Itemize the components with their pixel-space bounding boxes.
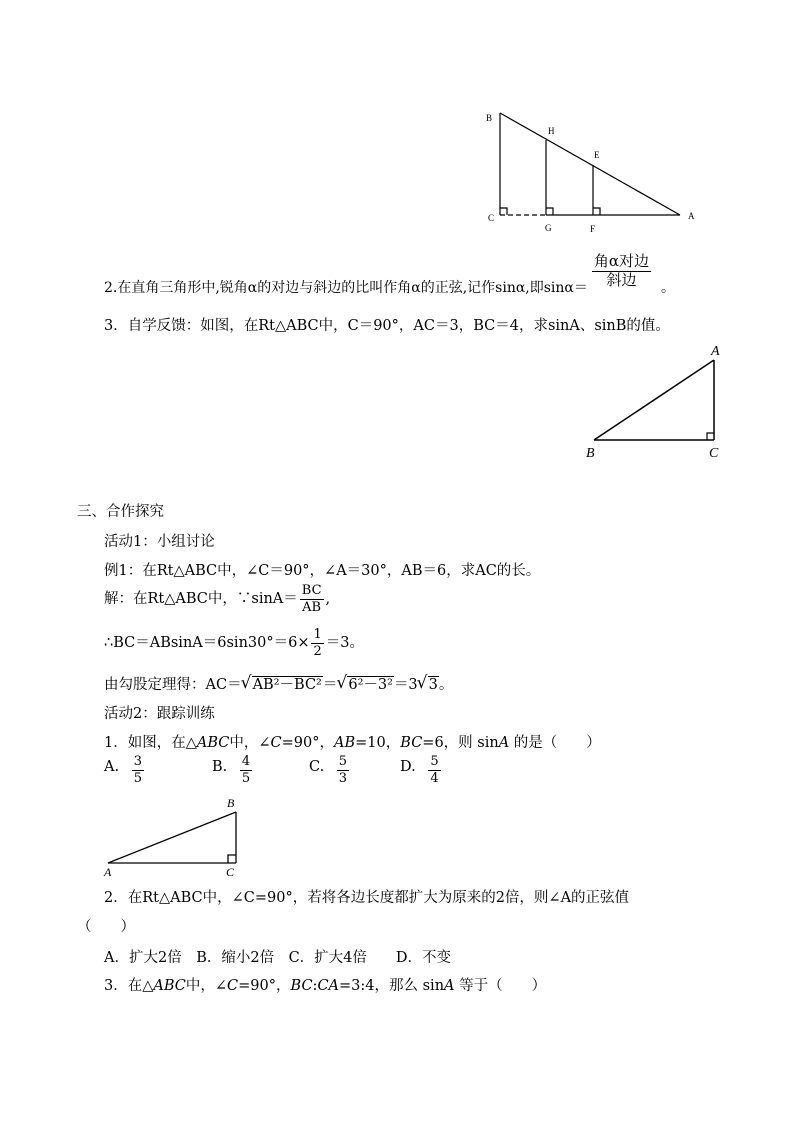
option-c-label: C. — [309, 759, 325, 776]
label-a: A — [104, 865, 112, 879]
problem-3 — [104, 979, 546, 994]
problem-2-line-1: 2．在Rt△ABC中，∠C=90°，若将各边长度都扩大为原来的2倍，则∠A的正弦值 — [104, 890, 630, 906]
section-title: 三、合作探究 — [77, 504, 164, 520]
def-text: 2.在直角三角形中,锐角α的对边与斜边的比叫作角α的正弦,记作sinα,即sinα＝ — [104, 280, 588, 297]
segment-ab — [594, 360, 714, 440]
option-a-num: 3 — [133, 754, 142, 769]
bc-pre: ∴BC＝ABsinA＝6sin30°＝6× — [104, 635, 310, 652]
option-a[interactable] — [104, 755, 146, 785]
p3-text-5: =90°， — [238, 978, 291, 994]
p3-text-10: A — [444, 978, 455, 994]
right-angle-c — [500, 208, 507, 215]
p3-text-3: 中，∠ — [185, 978, 228, 994]
option-c-fraction — [337, 755, 349, 785]
sqrt-3 — [419, 678, 439, 693]
option-b-num: 4 — [241, 754, 251, 769]
label-a: A — [711, 344, 720, 359]
option-a-fraction — [132, 755, 144, 785]
p3-text-1: 3．在△ — [104, 978, 154, 994]
option-c-den: 3 — [338, 770, 348, 786]
right-angle-f — [593, 208, 600, 215]
p1-text-7: =10， — [355, 735, 401, 751]
p3-text-6: BC — [290, 978, 313, 994]
label-e: E — [594, 150, 600, 160]
right-angle-c — [228, 855, 236, 863]
p1-text-3: 中，∠ — [229, 735, 271, 751]
problem-1 — [104, 736, 601, 751]
figure-similar-triangles — [480, 105, 700, 240]
p3-text-2: ABC — [153, 978, 186, 994]
label-b: B — [586, 446, 595, 461]
p3-text-8: CA — [317, 978, 340, 994]
p3-text-7: : — [312, 978, 318, 994]
label-g: G — [545, 223, 552, 233]
solution-post: , — [325, 591, 331, 608]
right-angle-g — [546, 208, 553, 215]
label-a: A — [688, 211, 695, 221]
ac-end: 。 — [438, 677, 454, 693]
label-f: F — [590, 224, 596, 234]
p1-text-1: 1．如图，在△ — [104, 735, 197, 751]
p3-text-9: =3:4，那么 sin — [339, 978, 445, 994]
label-c: C — [226, 865, 235, 879]
bc-post: ＝3。 — [325, 635, 364, 652]
sqrt-3-content: 3 — [428, 677, 438, 693]
bc-computation — [104, 628, 364, 658]
option-b-fraction — [240, 755, 252, 785]
right-angle-c — [707, 433, 714, 440]
p3-text-11: 等于（ ） — [454, 978, 547, 994]
p1-text-8: BC — [400, 735, 423, 751]
sqrt-1-content: AB²－BC² — [252, 677, 322, 693]
option-c[interactable] — [309, 755, 351, 785]
option-c-num: 5 — [338, 754, 348, 769]
label-b: B — [486, 113, 493, 123]
p3-text-4: C — [227, 978, 239, 994]
label-c: C — [488, 213, 495, 223]
solution-fraction — [300, 584, 324, 614]
problem-2-options: A．扩大2倍 B．缩小2倍 C．扩大4倍 D．不变 — [104, 950, 452, 966]
p1-text-6: AB — [334, 735, 356, 751]
option-d-fraction — [428, 755, 440, 785]
sqrt-2-content: 6²－3² — [348, 677, 393, 693]
sqrt-2 — [338, 678, 394, 693]
label-b: B — [227, 796, 235, 810]
solution-num: BC — [301, 583, 322, 598]
p1-text-9: =6，则 sin — [422, 735, 499, 751]
p1-text-10: A — [498, 735, 510, 751]
option-d-num: 5 — [430, 754, 439, 769]
label-h: H — [548, 126, 555, 136]
p1-text-2: ABC — [196, 735, 230, 751]
problem-2-line-2: （ ） — [77, 919, 135, 935]
activity-2-title: 活动2：跟踪训练 — [104, 706, 215, 722]
solution-den: AB — [302, 599, 322, 615]
label-c: C — [709, 446, 719, 461]
bc-den: 2 — [313, 643, 322, 659]
example-1: 例1：在Rt△ABC中，∠C＝90°，∠A＝30°，AB＝6，求AC的长。 — [104, 563, 541, 579]
def-end: 。 — [661, 280, 676, 297]
ac-eq: ＝ — [322, 677, 338, 693]
def-num: 角α对边 — [593, 252, 650, 270]
option-d-label: D. — [400, 759, 416, 776]
self-study-question: 3．自学反馈：如图，在Rt△ABC中，C＝90°，AC＝3，BC＝4，求sinA、sinB的值。 — [104, 318, 670, 334]
solution-line — [104, 584, 330, 614]
option-d[interactable] — [400, 755, 443, 785]
ac-pre: 由勾股定理得：AC＝ — [104, 677, 242, 693]
def-fraction — [592, 254, 651, 289]
activity-1-title: 活动1：小组讨论 — [104, 534, 215, 550]
bc-fraction — [311, 628, 323, 658]
figure-problem-1-triangle — [98, 795, 253, 880]
ac-mid: ＝3 — [393, 677, 418, 693]
option-b-label: B. — [212, 759, 228, 776]
sqrt-1 — [243, 678, 323, 693]
segment-ba — [500, 113, 680, 215]
solution-pre: 解：在Rt△ABC中，∵sinA＝ — [104, 591, 298, 608]
option-a-label: A. — [104, 759, 120, 776]
option-b-den: 5 — [241, 770, 251, 786]
option-a-den: 5 — [133, 770, 142, 786]
ac-computation — [104, 678, 453, 693]
option-d-den: 4 — [430, 770, 439, 786]
option-b[interactable] — [212, 755, 254, 785]
sine-definition — [104, 252, 676, 297]
segment-ab — [108, 812, 236, 863]
p1-text-4: C — [270, 735, 282, 751]
p1-text-11: 的是（ ） — [509, 735, 601, 751]
def-den: 斜边 — [606, 270, 637, 289]
p1-text-5: =90°， — [281, 735, 335, 751]
bc-num: 1 — [313, 627, 322, 642]
figure-triangle-abc — [580, 340, 730, 465]
